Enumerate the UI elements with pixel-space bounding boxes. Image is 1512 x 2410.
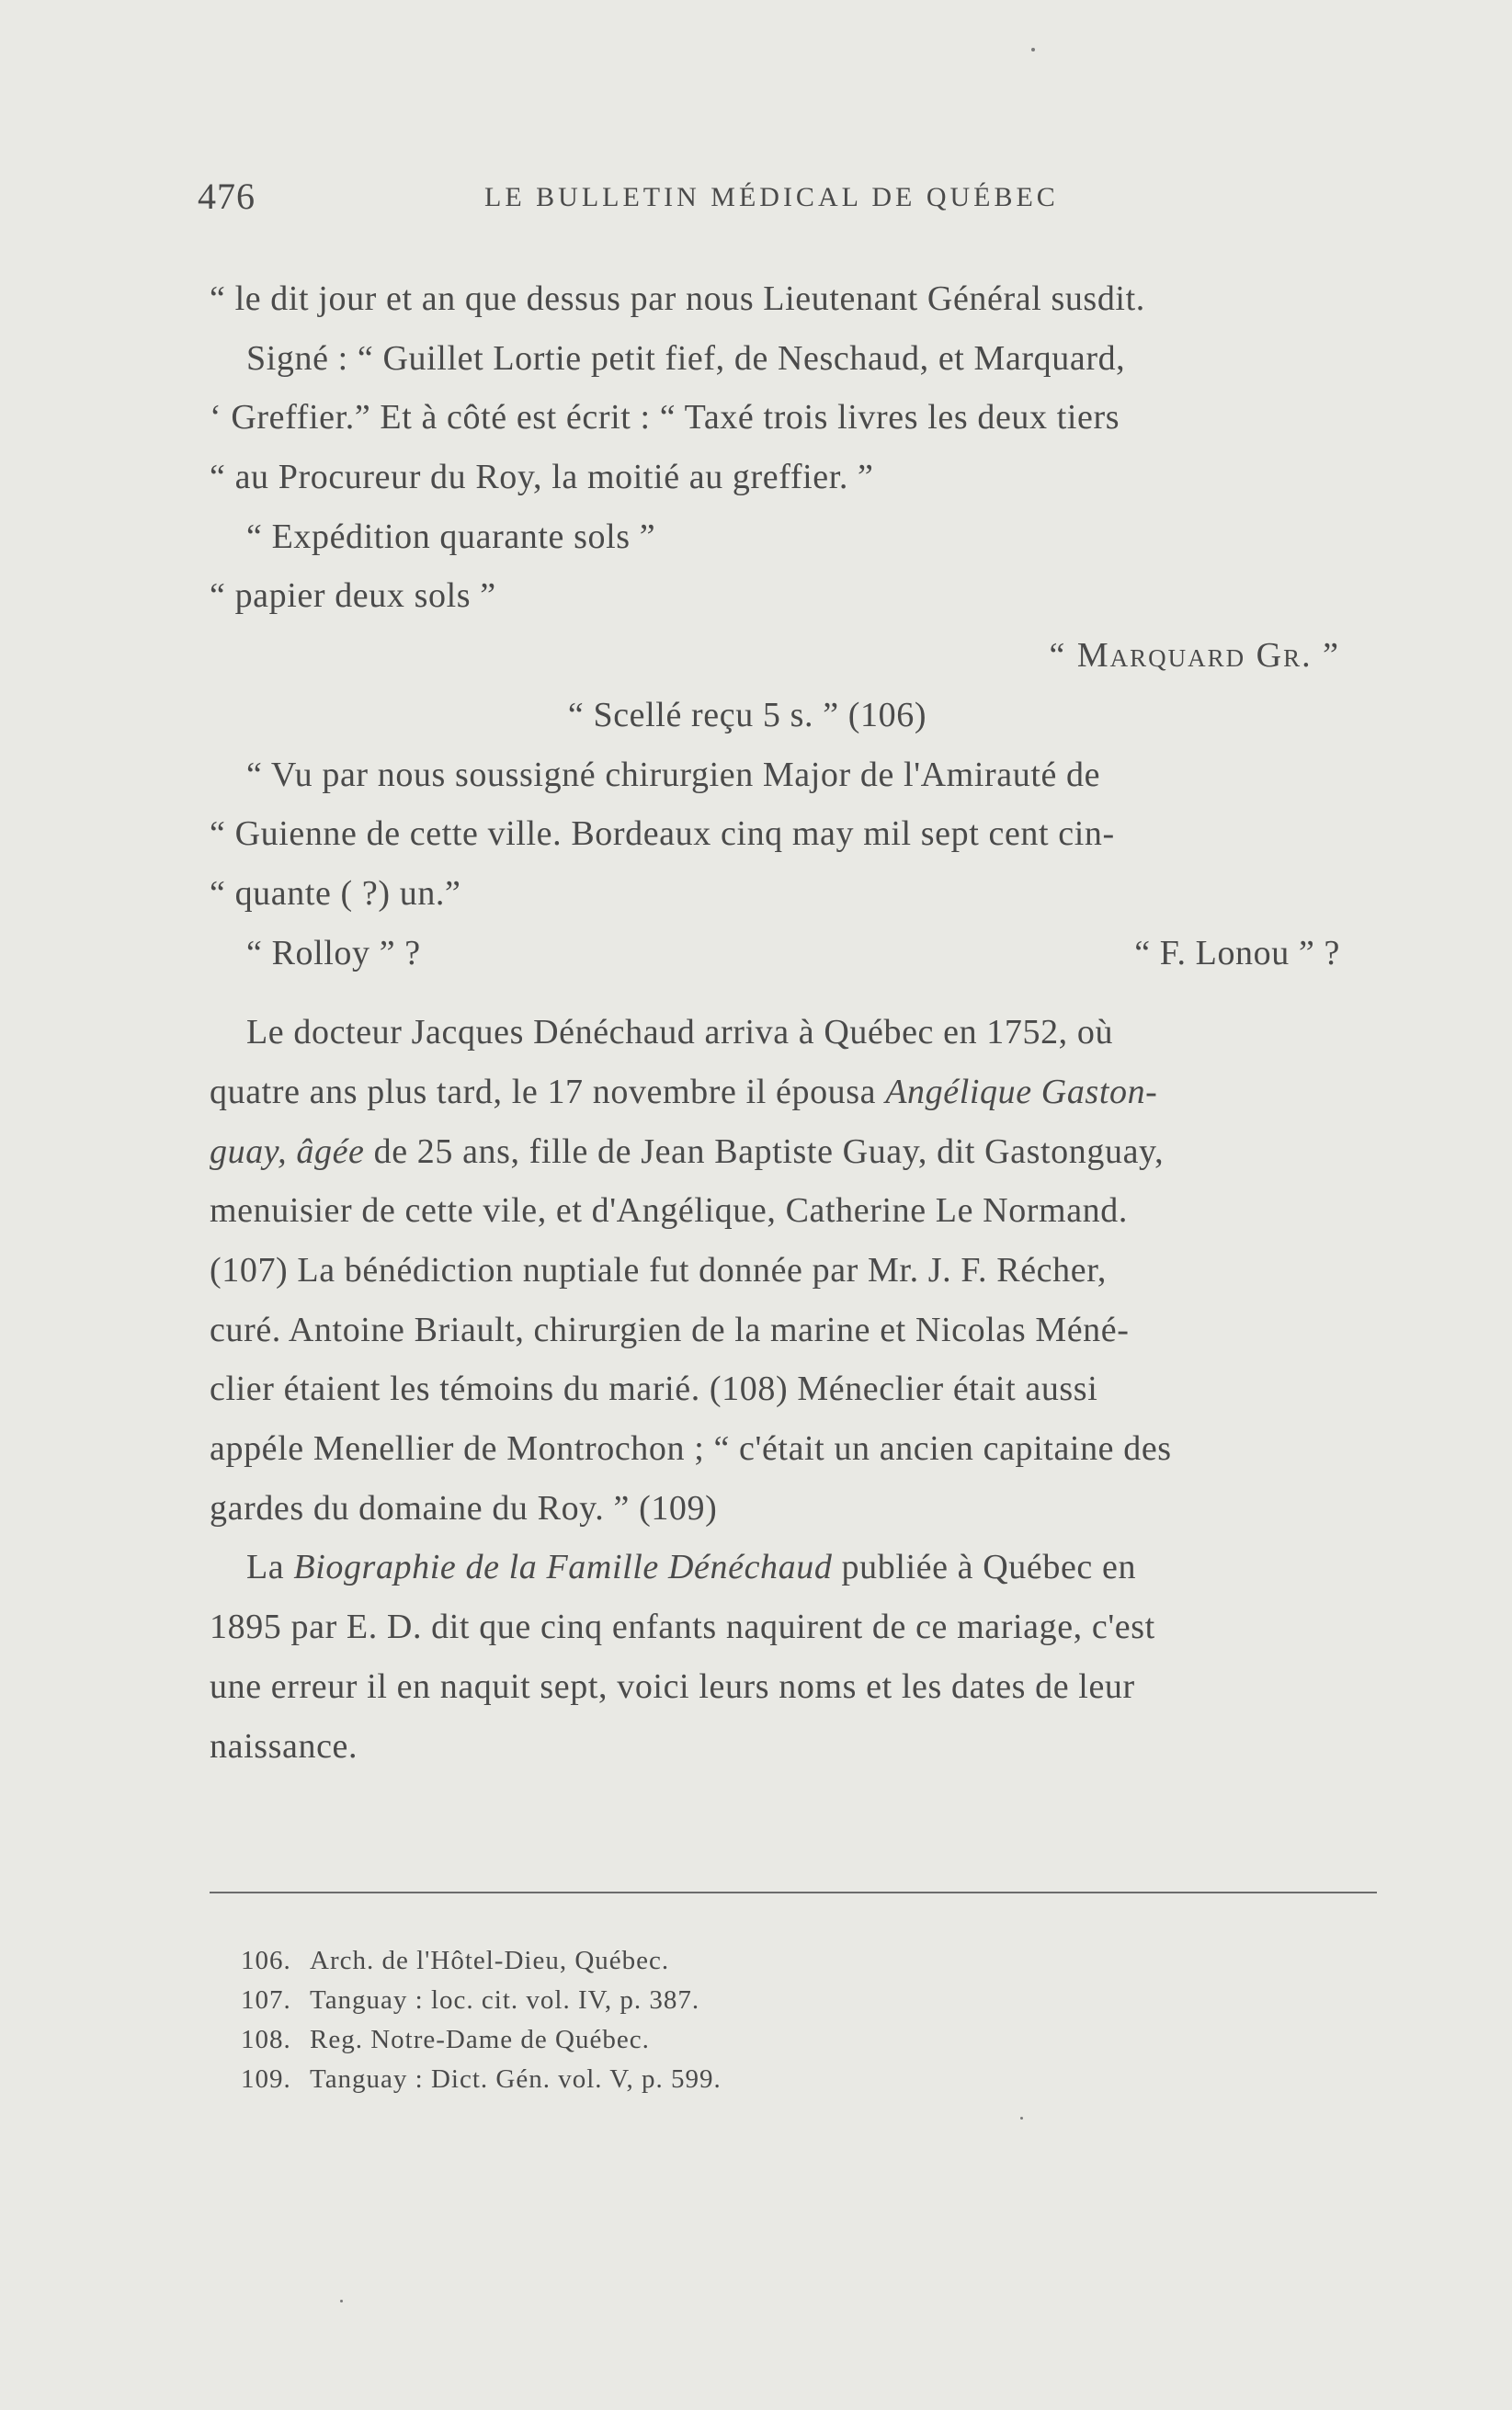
page-header: [198, 175, 1117, 221]
quote-line: ‘ Greffier.” Et à côté est écrit : “ Taxé trois livres les deux tiers: [210, 398, 1120, 438]
certificate-signatures: [210, 924, 1377, 983]
footnote: [241, 1941, 722, 1981]
text-run: gardes du domaine du Roy. ” (109): [210, 1488, 718, 1528]
text-run: clier étaient les témoins du marié. (108) Méneclier était aussi: [210, 1370, 1098, 1409]
text-run: (107) La bénédiction nuptiale fut donnée par Mr. J. F. Récher,: [210, 1251, 1108, 1290]
certificate-line: “ Vu par nous soussigné chirurgien Major de l'Amirauté de: [246, 755, 1101, 794]
footnote-number: 109.: [241, 2064, 291, 2094]
text-run: naissance.: [210, 1726, 358, 1766]
text-run: Le docteur Jacques Dénéchaud arriva à Québec en 1752, où: [246, 1013, 1114, 1052]
paragraph-line: [210, 1717, 1377, 1777]
quote-line: “ papier deux sols ”: [210, 576, 496, 616]
paper-speck: [1031, 48, 1035, 51]
signer-left: “ Rolloy ” ?: [246, 933, 421, 972]
text-run: quatre ans plus tard, le 17 novembre il épousa: [210, 1072, 886, 1111]
paper-speck: [1020, 2117, 1023, 2120]
footnote-text: Tanguay : loc. cit. vol. IV, p. 387.: [310, 1985, 700, 2015]
seal-line: “ Scellé reçu 5 s. ” (106): [567, 695, 927, 734]
paragraph-line: [210, 1419, 1377, 1479]
quote-line: “ Expédition quarante sols ”: [246, 517, 656, 556]
paragraph-line: [210, 1063, 1377, 1122]
text-run: une erreur il en naquit sept, voici leurs noms et les dates de leur: [210, 1666, 1135, 1706]
footnote-text: Arch. de l'Hôtel-Dieu, Québec.: [310, 1946, 670, 1975]
signer-right: “ F. Lonou ” ?: [1134, 933, 1340, 972]
footnote-text: Reg. Notre-Dame de Québec.: [310, 2025, 650, 2054]
certificate-line: “ quante ( ?) un.”: [210, 873, 461, 913]
quote-line: Signé : “ Guillet Lortie petit fief, de Neschaud, et Marquard,: [246, 338, 1126, 378]
text-run: de 25 ans, fille de Jean Baptiste Guay, dit Gastonguay,: [364, 1131, 1165, 1171]
quote-block: [210, 269, 1377, 745]
footnote-number: 108.: [241, 2025, 291, 2054]
footnote-number: 106.: [241, 1946, 291, 1975]
italic-text-run: Biographie de la Famille Dénéchaud: [293, 1548, 833, 1587]
text-run: curé. Antoine Briault, chirurgien de la marine et Nicolas Méné-: [210, 1310, 1130, 1349]
footnote-rule: [210, 1892, 1377, 1893]
paragraph-line: [210, 1241, 1377, 1301]
paragraph-line: [210, 1181, 1377, 1241]
italic-text-run: guay, âgée: [210, 1131, 365, 1171]
footnote: [241, 2020, 722, 2060]
footnote: [241, 2060, 722, 2099]
paragraph-line: [210, 1479, 1377, 1539]
running-head: LE BULLETIN MÉDICAL DE QUÉBEC: [484, 182, 1059, 212]
certificate-line: “ Guienne de cette ville. Bordeaux cinq may mil sept cent cin-: [210, 814, 1115, 854]
text-run: La: [246, 1548, 294, 1587]
body-text: [210, 269, 1377, 1776]
text-run: appéle Menellier de Montrochon ; “ c'était un ancien capitaine des: [210, 1429, 1172, 1469]
footnote-number: 107.: [241, 1985, 291, 2015]
text-run: publiée à Québec en: [832, 1548, 1137, 1587]
paragraph-line: [210, 1003, 1377, 1063]
quote-line: “ le dit jour et an que dessus par nous Lieutenant Général susdit.: [210, 279, 1145, 318]
paragraph-line: [210, 1657, 1377, 1717]
footnotes: [241, 1941, 722, 2099]
paper-speck: [340, 2300, 343, 2302]
paragraph-marriage: [210, 1003, 1377, 1538]
italic-text-run: Angélique Gaston-: [885, 1072, 1158, 1111]
text-run: menuisier de cette vile, et d'Angélique, Catherine Le Normand.: [210, 1191, 1128, 1231]
page-number: 476: [198, 176, 256, 217]
paragraph-line: [210, 1359, 1377, 1419]
paragraph-biography: [210, 1538, 1377, 1776]
footnote: [241, 1981, 722, 2020]
paragraph-line: [210, 1538, 1377, 1597]
paragraph-line: [210, 1301, 1377, 1360]
text-run: 1895 par E. D. dit que cinq enfants naquirent de ce mariage, c'est: [210, 1608, 1155, 1647]
paragraph-line: [210, 1597, 1377, 1657]
clerk-signature: “ Marquard Gr. ”: [1049, 636, 1340, 676]
footnote-text: Tanguay : Dict. Gén. vol. V, p. 599.: [310, 2064, 722, 2094]
certificate-block: [210, 745, 1377, 983]
quote-line: “ au Procureur du Roy, la moitié au greffier. ”: [210, 458, 874, 497]
paragraph-line: [210, 1122, 1377, 1182]
